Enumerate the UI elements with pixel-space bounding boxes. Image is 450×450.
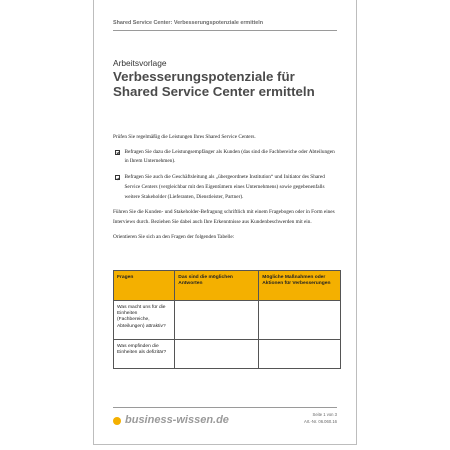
document-page xyxy=(93,0,357,445)
checklist-item-text: Befragen Sie dazu die Leistungsempfänger als Kunden (das sind die Fachbereiche oder Abteilungen in Ihrem Unternehmen). xyxy=(124,148,335,165)
table-cell xyxy=(259,340,341,369)
table-header-cell: Fragen xyxy=(114,271,175,301)
table-cell xyxy=(175,301,259,340)
document-kicker: Arbeitsvorlage xyxy=(113,58,167,68)
checklist-item-text: Befragen Sie auch die Geschäftsleitung als „übergeordnete Institution“ und Initiator des Shared Service Centers (vergleichbar mit den Eigentümern eines Unternehmens) sowie gegebenenfalls weitere Stakeholder (Lieferanten, Dienstleister, Partner). xyxy=(124,174,325,200)
table-cell: Was empfinden die Einheiten als defizitär? xyxy=(114,340,175,369)
header-divider xyxy=(113,30,337,31)
footer-divider xyxy=(113,407,337,408)
table-header-row xyxy=(114,271,341,301)
table-row xyxy=(114,340,341,369)
running-header: Shared Service Center: Verbesserungspotenziale ermitteln xyxy=(113,20,264,26)
table-row xyxy=(114,301,341,340)
checklist-item xyxy=(113,173,339,202)
table-header-cell: Mögliche Maßnahmen oder Aktionen für Verbesserungen xyxy=(259,271,341,301)
table-cell xyxy=(175,340,259,369)
table-cell: Was macht uns für die Einheiten (Fachbereiche, Abteilungen) attraktiv? xyxy=(114,301,175,340)
logo-dot-icon xyxy=(113,417,121,425)
method-paragraph: Führen Sie die Kunden- und Stakeholder-Befragung schriftlich mit einem Fragebogen oder in Form eines Interviews durch. Beziehen Sie dabei auch Ihre Erkenntnisse aus Kundenbeschwerden mit ein. xyxy=(113,209,335,225)
page-number: Seite 1 von 3 xyxy=(312,412,337,417)
checkbox-checked-icon xyxy=(115,175,120,180)
checkbox-checked-icon xyxy=(115,150,120,155)
table-header-cell: Das sind die möglichen Antworten xyxy=(175,271,259,301)
article-number: Art.-Nr. 06.060.16 xyxy=(303,419,337,424)
document-body xyxy=(113,133,339,242)
checklist-item xyxy=(113,148,339,167)
brand-logo: business-wissen.de xyxy=(125,414,229,426)
table-intro: Orientieren Sie sich an den Fragen der folgenden Tabelle: xyxy=(113,233,235,240)
document-title: Verbesserungspotenziale für Shared Service Center ermitteln xyxy=(113,69,315,99)
table-cell xyxy=(259,301,341,340)
intro-paragraph: Prüfen Sie regelmäßig die Leistungen Ihres Shared Service Centers. xyxy=(113,134,256,140)
questions-table xyxy=(113,270,341,369)
